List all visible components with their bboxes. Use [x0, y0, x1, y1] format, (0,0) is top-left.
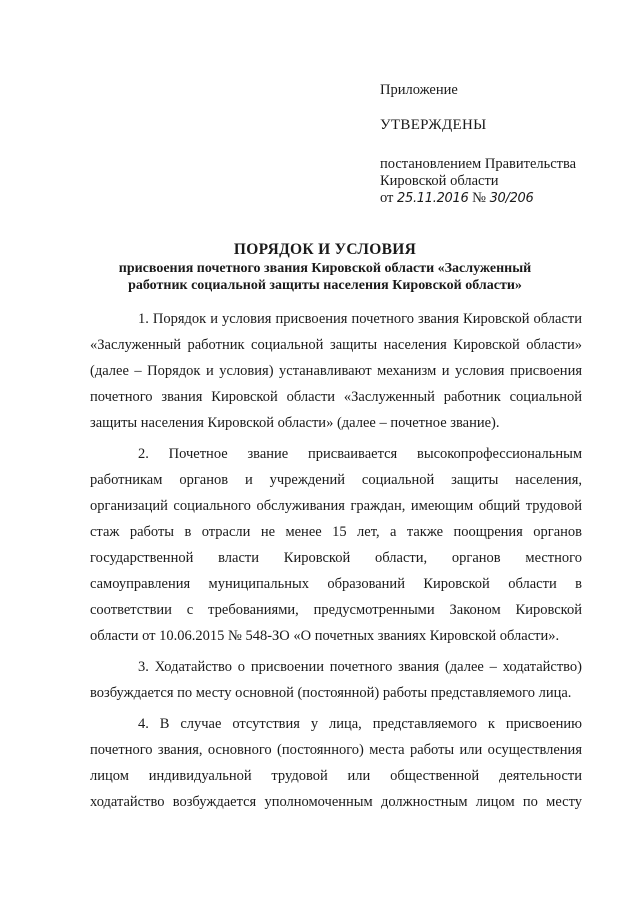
paragraph-line: области от 10.06.2015 № 548-ЗО «О почетных званиях Кировской области». — [90, 628, 560, 644]
paragraph-line: почетного звания, основного (постоянного) места работы или осуществления — [90, 742, 582, 758]
decree-line-2: Кировской области — [380, 173, 499, 189]
paragraph-line: «Заслуженный работник социальной защиты населения Кировской области» — [90, 337, 582, 353]
document-title: ПОРЯДОК И УСЛОВИЯ — [233, 241, 417, 258]
decree-date-line — [380, 190, 610, 207]
paragraph-line: ходатайство возбуждается уполномоченным должностным лицом по месту — [90, 794, 582, 810]
number-sign: № — [472, 190, 486, 206]
paragraph-line: государственной власти Кировской области, органов местного — [90, 550, 582, 566]
document-subtitle-line-2: работник социальной защиты населения Кировской области» — [128, 278, 522, 293]
paragraph-line: (далее – Порядок и условия) устанавливают механизм и условия присвоения — [90, 363, 582, 379]
paragraph-line: возбуждается по месту основной (постоянной) работы представляемого лица. — [90, 685, 572, 701]
handwritten-date: 25.11.2016 — [397, 191, 469, 206]
paragraph-line: лицом индивидуальной трудовой или общественной деятельности — [90, 768, 582, 784]
paragraph-line: соответствии с требованиями, предусмотренными Законом Кировской — [90, 602, 582, 618]
paragraph-line: 4. В случае отсутствия у лица, представляемого к присвоению — [138, 716, 582, 732]
document-body — [90, 306, 582, 820]
paragraph-line: стаж работы в отрасли не менее 15 лет, а также поощрения органов — [90, 524, 582, 540]
paragraph-1 — [90, 306, 582, 436]
date-prefix: от — [380, 190, 394, 206]
paragraph-line: почетного звания Кировской области «Заслуженный работник социальной — [90, 389, 582, 405]
paragraph-2 — [90, 441, 582, 649]
paragraph-line: 1. Порядок и условия присвоения почетного звания Кировской области — [138, 311, 582, 327]
approved-label: УТВЕРЖДЕНЫ — [380, 117, 487, 133]
paragraph-line: защиты населения Кировской области» (далее – почетное звание). — [90, 415, 500, 431]
paragraph-4 — [90, 711, 582, 815]
document-subtitle-line-1: присвоения почетного звания Кировской области «Заслуженный — [118, 261, 532, 276]
paragraph-line: самоуправления муниципальных образований Кировской области в — [90, 576, 582, 592]
document-heading — [60, 240, 590, 294]
decree-line-1: постановлением Правительства — [380, 156, 577, 172]
paragraph-line: организаций социального обслуживания граждан, имеющим общий трудовой — [90, 498, 582, 514]
paragraph-3 — [90, 654, 582, 706]
paragraph-line: 2. Почетное звание присваивается высокопрофессиональным — [138, 446, 582, 462]
paragraph-line: работникам органов и учреждений социальной защиты населения, — [90, 472, 582, 488]
approval-block — [380, 82, 610, 207]
handwritten-number: 30/206 — [489, 191, 534, 206]
appendix-label: Приложение — [380, 82, 458, 98]
paragraph-line: 3. Ходатайство о присвоении почетного звания (далее – ходатайство) — [138, 659, 582, 675]
